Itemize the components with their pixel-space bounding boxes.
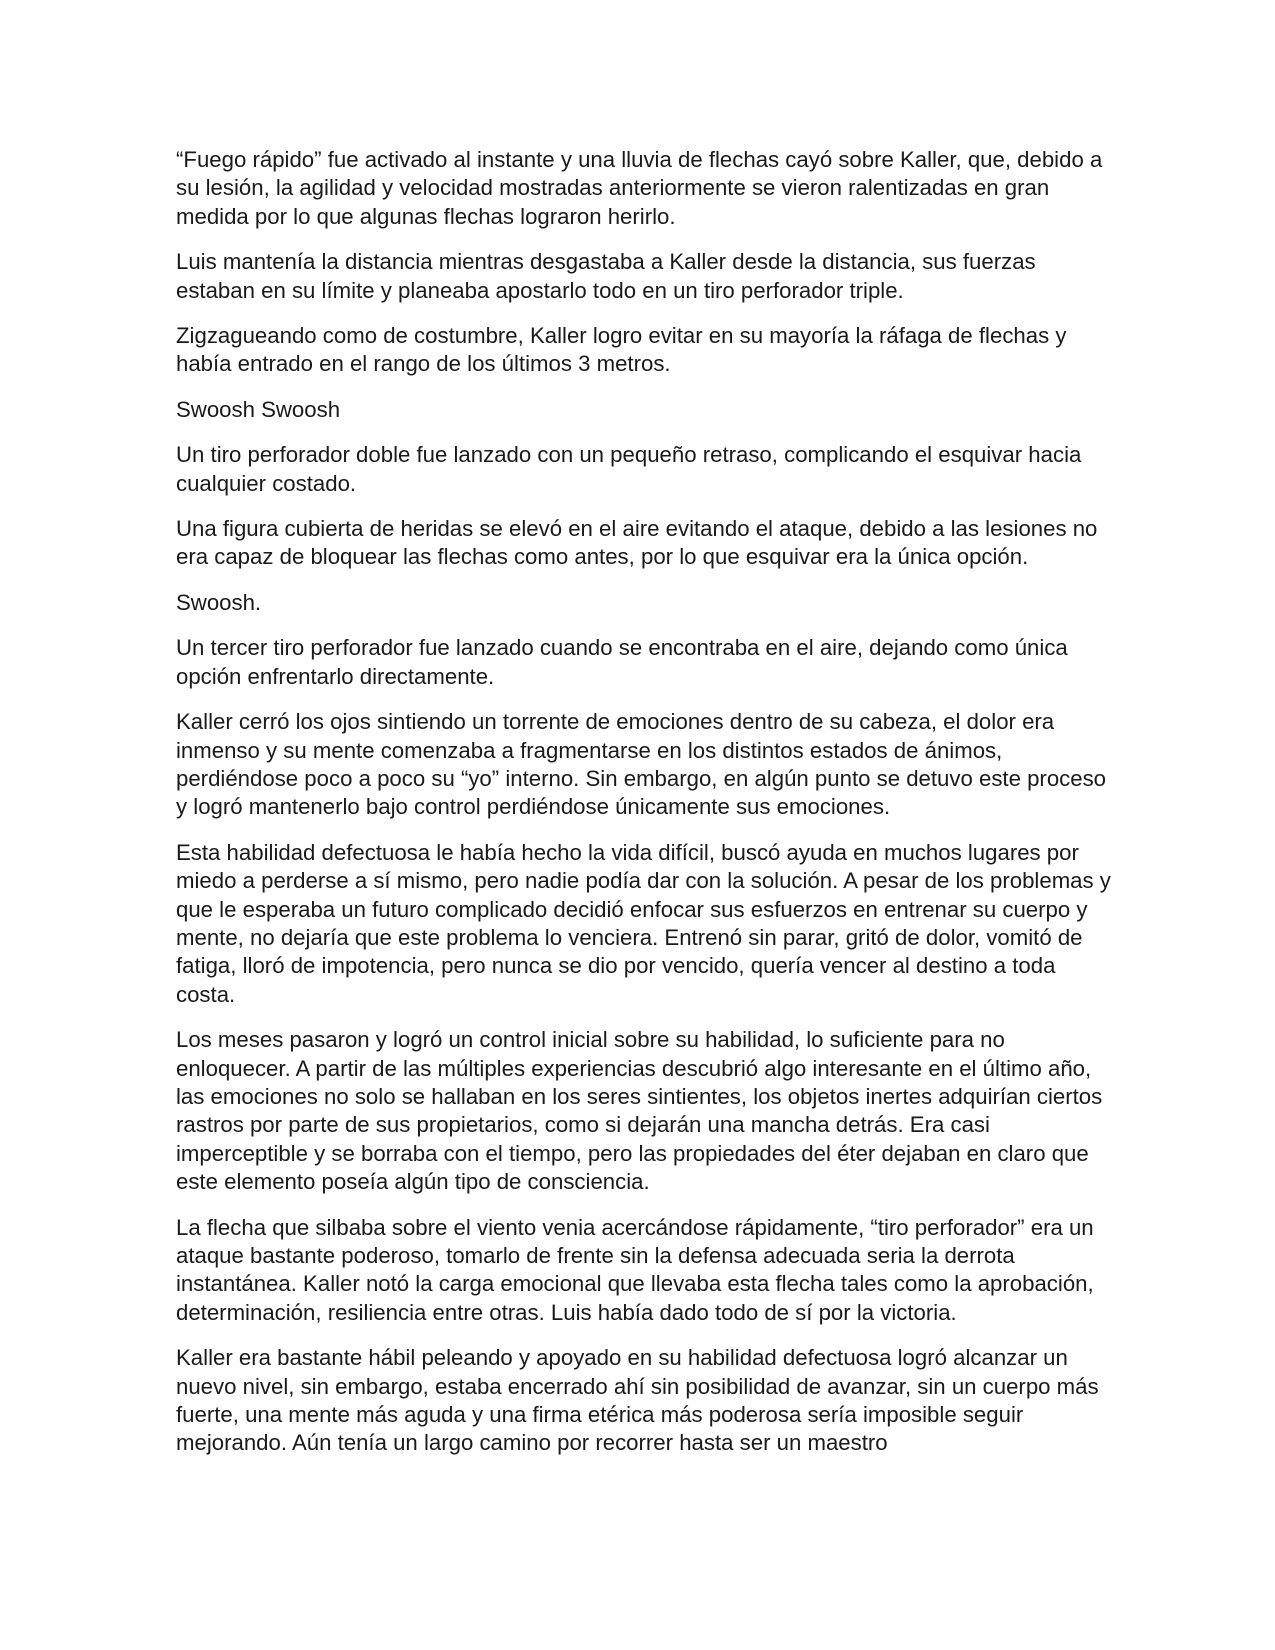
paragraph: Una figura cubierta de heridas se elevó en el aire evitando el ataque, debido a las lesiones no era capaz de bloquear las flechas como antes, por lo que esquivar era la única opción. <box>176 516 1098 570</box>
paragraph: La flecha que silbaba sobre el viento venia acercándose rápidamente, “tiro perforador” era un ataque bastante poderoso, tomarlo de frente sin la defensa adecuada seria la derrota instantánea. Kaller notó la carga emocional que llevaba esta flecha tales como la aprobación, determinación, resiliencia entre otras. Luis había dado todo de sí por la victoria. <box>176 1214 1094 1325</box>
paragraph: Un tiro perforador doble fue lanzado con un pequeño retraso, complicando el esquivar hacia cualquier costado. <box>176 442 1082 496</box>
paragraph: Un tercer tiro perforador fue lanzado cuando se encontraba en el aire, dejando como única opción enfrentarlo directamente. <box>176 635 1068 689</box>
paragraph: Los meses pasaron y logró un control inicial sobre su habilidad, lo suficiente para no enloquecer. A partir de las múltiples experiencias descubrió algo interesante en el último año, las emociones no solo se hallaban en los seres sintientes, los objetos inertes adquirían ciertos rastros por parte de sus propietarios, como si dejarán una mancha detrás. Era casi imperceptible y se borraba con el tiempo, pero las propiedades del éter dejaban en claro que este elemento poseía algún tipo de consciencia. <box>176 1027 1103 1195</box>
body-text <box>176 146 1111 1475</box>
paragraph: Esta habilidad defectuosa le había hecho la vida difícil, buscó ayuda en muchos lugares por miedo a perderse a sí mismo, pero nadie podía dar con la solución. A pesar de los problemas y que le esperaba un futuro complicado decidió enfocar sus esfuerzos en entrenar su cuerpo y mente, no dejaría que este problema lo venciera. Entrenó sin parar, gritó de dolor, vomitó de fatiga, lloró de impotencia, pero nunca se dio por vencido, quería vencer al destino a toda costa. <box>176 839 1111 1007</box>
paragraph: “Fuego rápido” fue activado al instante y una lluvia de flechas cayó sobre Kaller, que, debido a su lesión, la agilidad y velocidad mostradas anteriormente se vieron ralentizadas en gran medida por lo que algunas flechas lograron herirlo. <box>176 147 1103 229</box>
paragraph: Kaller era bastante hábil peleando y apoyado en su habilidad defectuosa logró alcanzar un nuevo nivel, sin embargo, estaba encerrado ahí sin posibilidad de avanzar, sin un cuerpo más fuerte, una mente más aguda y una firma etérica más poderosa sería imposible seguir mejorando. Aún tenía un largo camino por recorrer hasta ser un maestro <box>176 1345 1099 1456</box>
paragraph: Swoosh Swoosh <box>176 396 341 422</box>
paragraph: Swoosh. <box>176 589 262 615</box>
paragraph: Kaller cerró los ojos sintiendo un torrente de emociones dentro de su cabeza, el dolor era inmenso y su mente comenzaba a fragmentarse en los distintos estados de ánimos, perdiéndose poco a poco su “yo” interno. Sin embargo, en algún punto se detuvo este proceso y logró mantenerlo bajo control perdiéndose únicamente sus emociones. <box>176 709 1107 820</box>
paragraph: Luis mantenía la distancia mientras desgastaba a Kaller desde la distancia, sus fuerzas estaban en su límite y planeaba apostarlo todo en un tiro perforador triple. <box>176 249 1036 303</box>
paragraph: Zigzagueando como de costumbre, Kaller logro evitar en su mayoría la ráfaga de flechas y había entrado en el rango de los últimos 3 metros. <box>176 323 1067 377</box>
